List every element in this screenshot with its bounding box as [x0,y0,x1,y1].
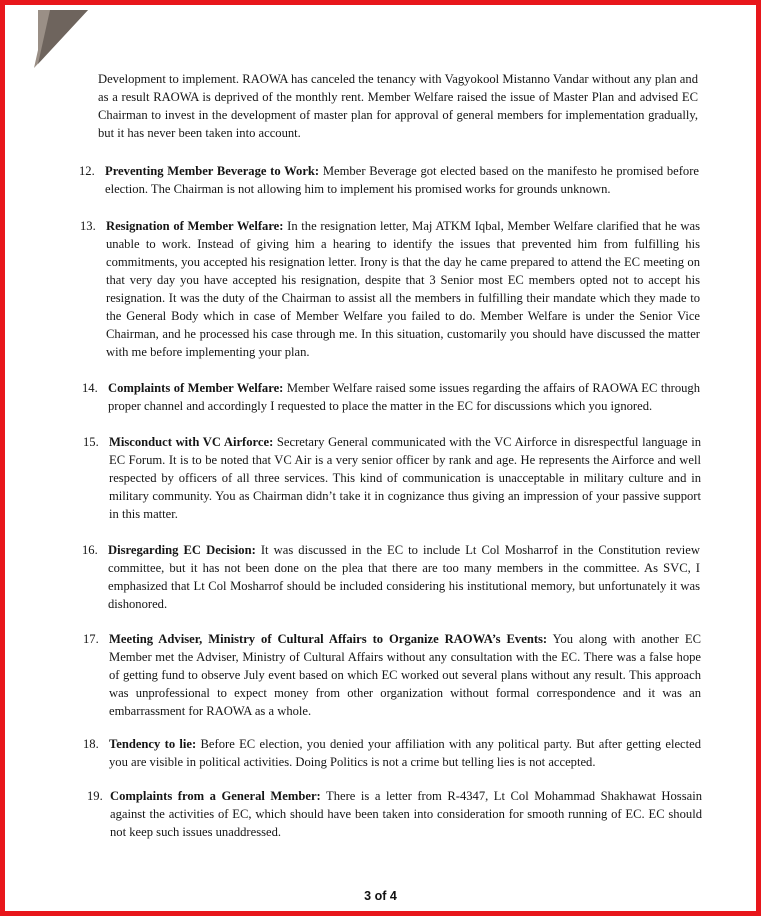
list-item-15 [83,433,701,523]
list-item-12 [79,162,699,198]
item-text: You along with another EC Member met the Adviser, Ministry of Cultural Affairs without any consultation with the EC. There was a false hope of getting fund to observe July event based on which EC worked out several plans without any result. This approach was unprofessional to expect money from other organization without formal correspondence and it was an embarrassment for RAOWA as a whole. [109,632,702,718]
item-number: 12. [79,164,95,178]
item-number: 17. [83,632,99,646]
item-heading: Misconduct with VC Airforce: [109,435,274,449]
item-number: 19. [87,789,103,803]
item-heading: Preventing Member Beverage to Work: [105,164,320,178]
list-item-17 [83,630,702,720]
item-number: 13. [80,219,96,233]
item-text: There is a letter from R-4347, Lt Col Mohammad Shakhawat Hossain against the activities of EC, which should have been taken into consideration for smooth running of EC. EC should not keep such issues unaddressed. [110,789,702,839]
item-heading: Tendency to lie: [109,737,197,751]
item-text: In the resignation letter, Maj ATKM Iqbal, Member Welfare clarified that he was unable to work. Instead of giving him a hearing to identify the issues that prevented him from fulfilling his commitments, you accepted his resignation letter. Irony is that the day he came prepared to attend the EC meeting on that very day you have accepted his resignation, despite that 3 Senior most EC members opted not to accept his resignation. It was the duty of the Chairman to assist all the members in fulfilling their mandate which they made to the General Body which in case of Member Welfare you failed to do. Member Welfare is under the Senior Vice Chairman, and he processed his case through me. In this situation, customarily you should have discussed the matter with me before implementing your plan. [106,219,700,359]
item-heading: Meeting Adviser, Ministry of Cultural Affairs to Organize RAOWA’s Events: [109,632,548,646]
list-item-16 [82,541,700,613]
page-number: 3 of 4 [364,889,397,903]
item-heading: Complaints of Member Welfare: [108,381,284,395]
item-number: 18. [83,737,99,751]
list-item-13 [80,217,700,361]
item-text: Member Welfare raised some issues regarding the affairs of RAOWA EC through proper channel and accordingly I requested to place the matter in the EC for discussions which you ignored. [108,381,701,413]
list-item-14 [82,379,701,415]
item-heading: Disregarding EC Decision: [108,543,256,557]
item-text: Secretary General communicated with the VC Airforce in disrespectful language in EC Forum. It is to be noted that VC Air is a very senior officer by rank and age. He represents the Airforce and well respected by officers of all three services. This kind of communication is unacceptable in military culture and in military community. You as Chairman didn’t take it in cognizance thus giving an impression of your passive support in this matter. [109,435,701,521]
list-item-18 [83,735,702,771]
document-page [5,5,756,911]
intro-text: Development to implement. RAOWA has canceled the tenancy with Vagyokool Mistanno Vandar without any plan and as a result RAOWA is deprived of the monthly rent. Member Welfare raised the issue of Master Plan and advised EC Chairman to invest in the development of master plan for approval of general members for implementation gradually, but it has never been taken into account. [98,72,698,140]
intro-paragraph [98,70,698,142]
item-number: 15. [83,435,99,449]
list-item-19 [87,787,702,841]
item-heading: Complaints from a General Member: [110,789,321,803]
item-text: Before EC election, you denied your affiliation with any political party. But after getting elected you are visible in political activities. Doing Politics is not a crime but telling lies is not accepted. [109,737,702,769]
item-number: 16. [82,543,98,557]
item-heading: Resignation of Member Welfare: [106,219,284,233]
item-number: 14. [82,381,98,395]
item-text: It was discussed in the EC to include Lt Col Mosharrof in the Constitution review committee, but it has not been done on the plea that there are too many members in the committee. As SVC, I emphasized that Lt Col Mosharrof should be included considering his institutional memory, but unfortunately it was dishonored. [108,543,700,611]
item-text: Member Beverage got elected based on the manifesto he promised before election. The Chairman is not allowing him to implement his promised works for grounds unknown. [105,164,699,196]
